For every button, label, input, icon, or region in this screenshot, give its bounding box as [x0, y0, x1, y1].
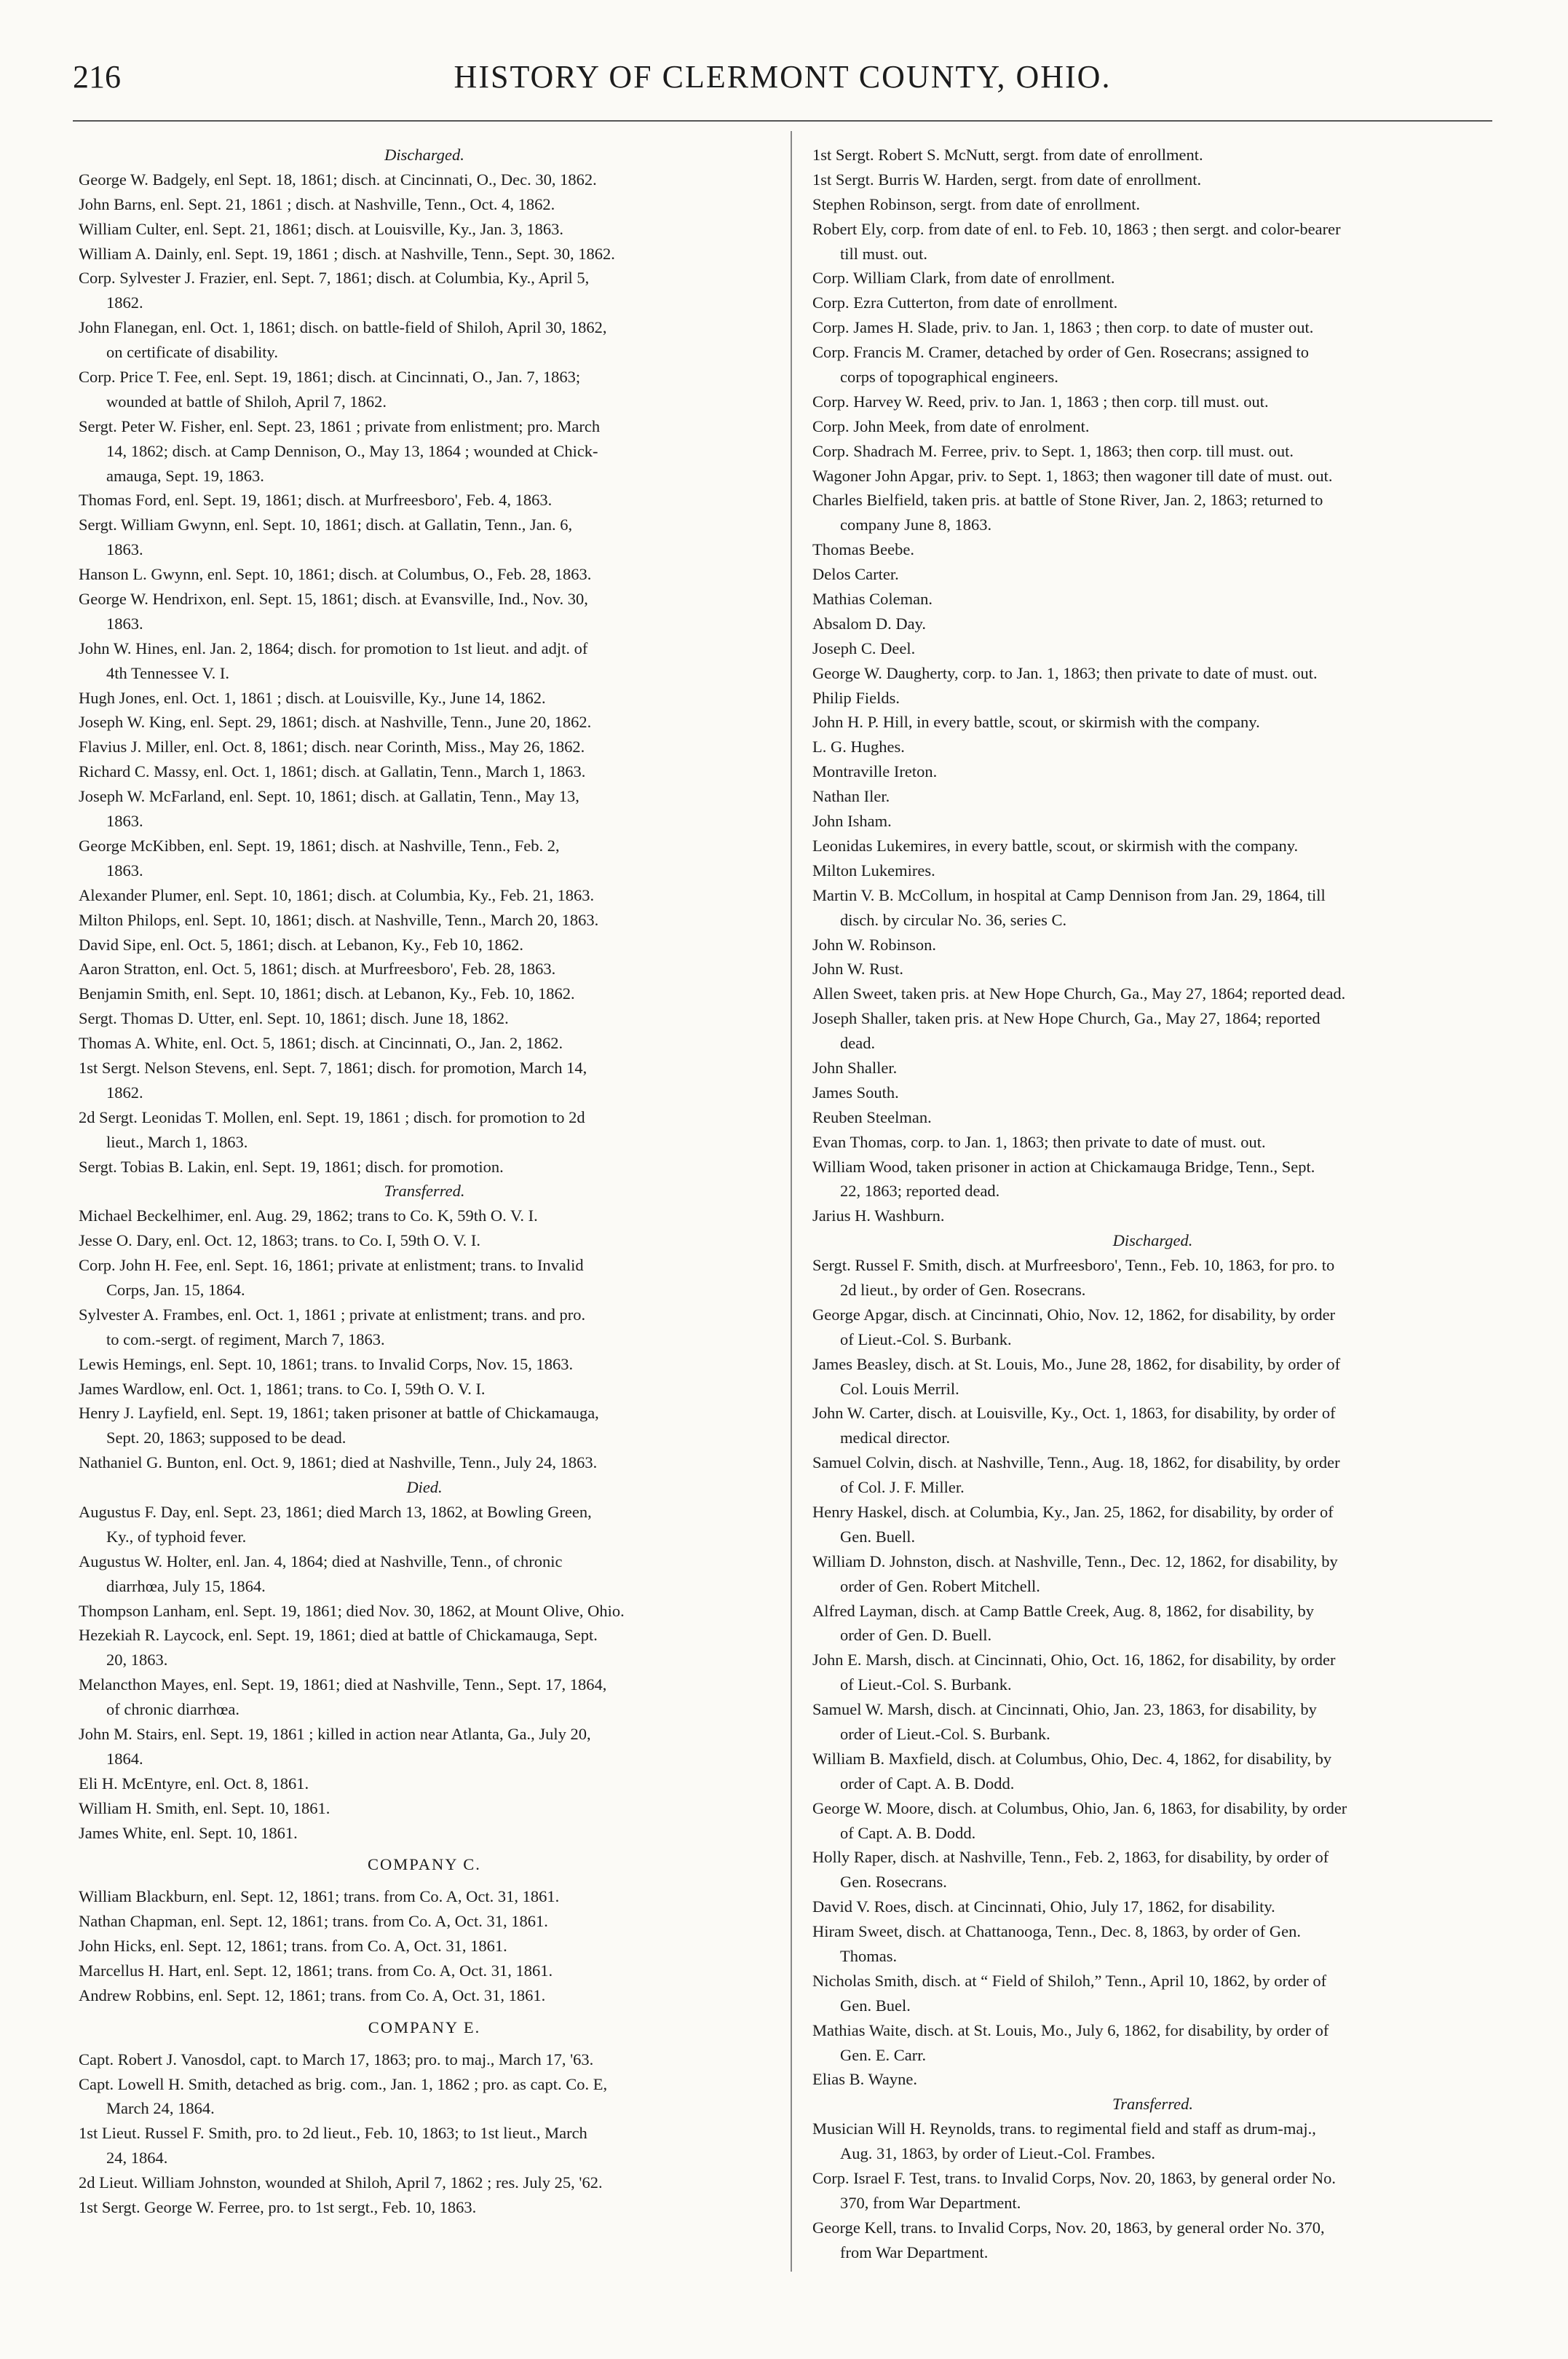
section-heading: Transferred.	[1112, 2095, 1194, 2114]
entry-continuation: 1864.	[106, 1749, 143, 1768]
roster-entry: William D. Johnston, disch. at Nashville, Tenn., Dec. 12, 1862, for disability, by	[812, 1552, 1338, 1570]
roster-entry: Benjamin Smith, enl. Sept. 10, 1861; disch. at Lebanon, Ky., Feb. 10, 1862.	[79, 984, 575, 1003]
roster-entry: Flavius J. Miller, enl. Oct. 8, 1861; disch. near Corinth, Miss., May 26, 1862.	[79, 738, 585, 756]
roster-entry: Martin V. B. McCollum, in hospital at Camp Dennison from Jan. 29, 1864, till	[812, 885, 1326, 904]
entry-continuation: 20, 1863.	[106, 1651, 168, 1670]
entry-continuation: corps of topographical engineers.	[840, 368, 1058, 387]
roster-entry: George McKibben, enl. Sept. 19, 1861; disch. at Nashville, Tenn., Feb. 2,	[79, 836, 560, 855]
entry-continuation: 370, from War Department.	[840, 2193, 1021, 2212]
entry-continuation: Gen. Buell.	[840, 1527, 916, 1546]
roster-entry: L. G. Hughes.	[812, 738, 905, 756]
entry-continuation: dead.	[840, 1034, 876, 1053]
roster-entry: Alexander Plumer, enl. Sept. 10, 1861; disch. at Columbia, Ky., Feb. 21, 1863.	[79, 885, 595, 904]
roster-entry: 2d Lieut. William Johnston, wounded at Shiloh, April 7, 1862 ; res. July 25, '62.	[79, 2173, 603, 2192]
roster-entry: Henry J. Layfield, enl. Sept. 19, 1861; taken prisoner at battle of Chickamauga,	[79, 1404, 599, 1423]
roster-entry: Joseph C. Deel.	[812, 639, 916, 657]
roster-entry: John H. P. Hill, in every battle, scout, or skirmish with the company.	[812, 713, 1260, 732]
column-divider	[791, 131, 792, 2272]
entry-continuation: Sept. 20, 1863; supposed to be dead.	[106, 1429, 347, 1447]
entry-continuation: Corps, Jan. 15, 1864.	[106, 1280, 245, 1299]
entry-continuation: 1863.	[106, 540, 143, 559]
roster-entry: Evan Thomas, corp. to Jan. 1, 1863; then private to date of must. out.	[812, 1132, 1266, 1151]
entry-continuation: 14, 1862; disch. at Camp Dennison, O., May 13, 1864 ; wounded at Chick-	[106, 441, 598, 460]
spacer	[79, 1877, 770, 1884]
roster-entry: William Wood, taken prisoner in action at Chickamauga Bridge, Tenn., Sept.	[812, 1157, 1315, 1176]
roster-entry: Reuben Steelman.	[812, 1107, 932, 1126]
roster-entry: Corp. Sylvester J. Frazier, enl. Sept. 7, 1861; disch. at Columbia, Ky., April 5,	[79, 269, 590, 288]
company-heading: COMPANY E.	[368, 2018, 481, 2036]
entry-continuation: order of Lieut.-Col. S. Burbank.	[840, 1725, 1050, 1743]
roster-entry: Nicholas Smith, disch. at “ Field of Shiloh,” Tenn., April 10, 1862, by order of	[812, 1971, 1327, 1990]
roster-entry: Leonidas Lukemires, in every battle, scout, or skirmish with the company.	[812, 836, 1299, 855]
spacer	[79, 2040, 770, 2047]
entry-continuation: 1862.	[106, 293, 143, 312]
company-heading: COMPANY C.	[368, 1855, 481, 1874]
entry-continuation: of Lieut.-Col. S. Burbank.	[840, 1675, 1012, 1694]
roster-entry: William H. Smith, enl. Sept. 10, 1861.	[79, 1798, 330, 1817]
entry-continuation: 1863.	[106, 861, 143, 880]
roster-entry: Corp. Francis M. Cramer, detached by order of Gen. Rosecrans; assigned to	[812, 343, 1310, 362]
roster-entry: Thompson Lanham, enl. Sept. 19, 1861; died Nov. 30, 1862, at Mount Olive, Ohio.	[79, 1601, 625, 1620]
roster-entry: Corp. Ezra Cutterton, from date of enrollment.	[812, 293, 1118, 312]
roster-entry: John Isham.	[812, 812, 892, 831]
entry-continuation: to com.-sergt. of regiment, March 7, 1863.	[106, 1329, 385, 1348]
roster-entry: Corp. Israel F. Test, trans. to Invalid Corps, Nov. 20, 1863, by general order No.	[812, 2169, 1337, 2188]
roster-entry: Mathias Waite, disch. at St. Louis, Mo., July 6, 1862, for disability, by order of	[812, 2020, 1329, 2039]
entry-continuation: order of Gen. Robert Mitchell.	[840, 1576, 1040, 1595]
roster-entry: Sylvester A. Frambes, enl. Oct. 1, 1861 ; private at enlistment; trans. and pro.	[79, 1305, 586, 1324]
roster-entry: George Kell, trans. to Invalid Corps, Nov. 20, 1863, by general order No. 370,	[812, 2218, 1325, 2237]
roster-entry: Absalom D. Day.	[812, 614, 927, 633]
roster-entry: Samuel W. Marsh, disch. at Cincinnati, Ohio, Jan. 23, 1863, for disability, by	[812, 1700, 1317, 1719]
roster-entry: John M. Stairs, enl. Sept. 19, 1861 ; killed in action near Atlanta, Ga., July 20,	[79, 1725, 591, 1743]
roster-entry: Corp. Price T. Fee, enl. Sept. 19, 1861; disch. at Cincinnati, O., Jan. 7, 1863;	[79, 368, 581, 387]
roster-entry: James Wardlow, enl. Oct. 1, 1861; trans. to Co. I, 59th O. V. I.	[79, 1379, 486, 1398]
roster-entry: Richard C. Massy, enl. Oct. 1, 1861; disch. at Gallatin, Tenn., March 1, 1863.	[79, 762, 586, 781]
roster-entry: Stephen Robinson, sergt. from date of enrollment.	[812, 194, 1141, 213]
entry-continuation: of Lieut.-Col. S. Burbank.	[840, 1329, 1012, 1348]
roster-entry: Joseph Shaller, taken pris. at New Hope Church, Ga., May 27, 1864; reported	[812, 1009, 1320, 1028]
entry-continuation: 24, 1864.	[106, 2149, 168, 2168]
roster-entry: Sergt. Russel F. Smith, disch. at Murfreesboro', Tenn., Feb. 10, 1863, for pro. to	[812, 1256, 1335, 1275]
roster-entry: William B. Maxfield, disch. at Columbus, Ohio, Dec. 4, 1862, for disability, by	[812, 1749, 1332, 1768]
roster-entry: Corp. Harvey W. Reed, priv. to Jan. 1, 1863 ; then corp. till must. out.	[812, 392, 1269, 411]
entry-continuation: on certificate of disability.	[106, 343, 278, 362]
roster-entry: James Beasley, disch. at St. Louis, Mo., June 28, 1862, for disability, by order of	[812, 1354, 1341, 1373]
roster-entry: George W. Badgely, enl Sept. 18, 1861; disch. at Cincinnati, O., Dec. 30, 1862.	[79, 170, 597, 189]
roster-entry: Nathan Chapman, enl. Sept. 12, 1861; trans. from Co. A, Oct. 31, 1861.	[79, 1912, 548, 1931]
roster-entry: Elias B. Wayne.	[812, 2070, 917, 2089]
roster-entry: John W. Robinson.	[812, 935, 937, 954]
entry-continuation: order of Gen. D. Buell.	[840, 1626, 992, 1645]
roster-entry: George Apgar, disch. at Cincinnati, Ohio, Nov. 12, 1862, for disability, by order	[812, 1305, 1336, 1324]
roster-entry: Musician Will H. Reynolds, trans. to regimental field and staff as drum-maj.,	[812, 2119, 1316, 2138]
roster-entry: 1st Lieut. Russel F. Smith, pro. to 2d lieut., Feb. 10, 1863; to 1st lieut., March	[79, 2124, 587, 2143]
section-heading: Died.	[406, 1478, 443, 1497]
entry-continuation: till must. out.	[840, 244, 928, 263]
right-column	[812, 143, 1493, 2265]
spacer	[79, 2008, 770, 2015]
roster-entry: Mathias Coleman.	[812, 590, 933, 609]
roster-entry: Thomas Ford, enl. Sept. 19, 1861; disch. at Murfreesboro', Feb. 4, 1863.	[79, 491, 553, 510]
roster-entry: Capt. Robert J. Vanosdol, capt. to March 17, 1863; pro. to maj., March 17, '63.	[79, 2050, 594, 2068]
entry-continuation: 1863.	[106, 812, 143, 831]
roster-entry: Hiram Sweet, disch. at Chattanooga, Tenn., Dec. 8, 1863, by order of Gen.	[812, 1922, 1301, 1941]
entry-continuation: Gen. Rosecrans.	[840, 1873, 947, 1892]
page-header	[73, 51, 1492, 109]
entry-continuation: amauga, Sept. 19, 1863.	[106, 466, 264, 485]
roster-entry: Corp. William Clark, from date of enrollment.	[812, 269, 1115, 288]
entry-continuation: 1863.	[106, 614, 143, 633]
entry-continuation: Ky., of typhoid fever.	[106, 1527, 247, 1546]
entry-continuation: medical director.	[840, 1429, 951, 1447]
entry-continuation: Gen. Buel.	[840, 1996, 911, 2015]
entry-continuation: diarrhœa, July 15, 1864.	[106, 1576, 266, 1595]
roster-entry: Sergt. William Gwynn, enl. Sept. 10, 1861; disch. at Gallatin, Tenn., Jan. 6,	[79, 515, 573, 534]
roster-entry: Holly Raper, disch. at Nashville, Tenn., Feb. 2, 1863, for disability, by order of	[812, 1848, 1329, 1867]
entry-continuation: 22, 1863; reported dead.	[840, 1182, 1000, 1201]
roster-entry: Allen Sweet, taken pris. at New Hope Church, Ga., May 27, 1864; reported dead.	[812, 984, 1346, 1003]
roster-entry: James South.	[812, 1083, 899, 1102]
roster-entry: Robert Ely, corp. from date of enl. to Feb. 10, 1863 ; then sergt. and color-bearer	[812, 219, 1341, 238]
roster-entry: Hezekiah R. Laycock, enl. Sept. 19, 1861; died at battle of Chickamauga, Sept.	[79, 1626, 598, 1645]
entry-continuation: Thomas.	[840, 1947, 898, 1966]
roster-entry: Corp. James H. Slade, priv. to Jan. 1, 1863 ; then corp. to date of muster out.	[812, 318, 1314, 337]
roster-entry: David V. Roes, disch. at Cincinnati, Ohio, July 17, 1862, for disability.	[812, 1897, 1275, 1916]
entry-continuation: Aug. 31, 1863, by order of Lieut.-Col. Frambes.	[840, 2144, 1156, 2163]
roster-entry: Samuel Colvin, disch. at Nashville, Tenn., Aug. 18, 1862, for disability, by order	[812, 1453, 1340, 1472]
roster-entry: Sergt. Peter W. Fisher, enl. Sept. 23, 1861 ; private from enlistment; pro. March	[79, 416, 601, 435]
entry-continuation: Col. Louis Merril.	[840, 1379, 959, 1398]
entry-continuation: March 24, 1864.	[106, 2099, 215, 2118]
roster-entry: Thomas Beebe.	[812, 540, 914, 559]
roster-entry: Corp. Shadrach M. Ferree, priv. to Sept. 1, 1863; then corp. till must. out.	[812, 441, 1294, 460]
running-title: HISTORY OF CLERMONT COUNTY, OHIO.	[454, 59, 1112, 95]
roster-entry: 1st Sergt. Burris W. Harden, sergt. from date of enrollment.	[812, 170, 1202, 189]
roster-entry: Joseph W. McFarland, enl. Sept. 10, 1861; disch. at Gallatin, Tenn., May 13,	[79, 787, 579, 806]
roster-entry: John Barns, enl. Sept. 21, 1861 ; disch. at Nashville, Tenn., Oct. 4, 1862.	[79, 194, 555, 213]
header-rule	[73, 120, 1492, 122]
roster-entry: Nathaniel G. Bunton, enl. Oct. 9, 1861; died at Nashville, Tenn., July 24, 1863.	[79, 1453, 598, 1472]
roster-entry: Michael Beckelhimer, enl. Aug. 29, 1862; trans to Co. K, 59th O. V. I.	[79, 1206, 538, 1225]
roster-entry: Hugh Jones, enl. Oct. 1, 1861 ; disch. at Louisville, Ky., June 14, 1862.	[79, 688, 546, 707]
roster-entry: Nathan Iler.	[812, 787, 890, 806]
roster-entry: Aaron Stratton, enl. Oct. 5, 1861; disch. at Murfreesboro', Feb. 28, 1863.	[79, 960, 556, 979]
entry-continuation: lieut., March 1, 1863.	[106, 1132, 248, 1151]
roster-entry: Milton Philops, enl. Sept. 10, 1861; disch. at Nashville, Tenn., March 20, 1863.	[79, 910, 599, 929]
roster-entry: Delos Carter.	[812, 565, 899, 584]
entry-continuation: disch. by circular No. 36, series C.	[840, 910, 1067, 929]
entry-continuation: 1862.	[106, 1083, 143, 1102]
roster-entry: 1st Sergt. George W. Ferree, pro. to 1st sergt., Feb. 10, 1863.	[79, 2198, 477, 2217]
roster-entry: William Culter, enl. Sept. 21, 1861; disch. at Louisville, Ky., Jan. 3, 1863.	[79, 219, 564, 238]
page-number: 216	[73, 59, 121, 95]
roster-entry: William A. Dainly, enl. Sept. 19, 1861 ; disch. at Nashville, Tenn., Sept. 30, 1862.	[79, 244, 615, 263]
roster-entry: Philip Fields.	[812, 688, 900, 707]
roster-entry: Augustus W. Holter, enl. Jan. 4, 1864; died at Nashville, Tenn., of chronic	[79, 1552, 563, 1570]
roster-entry: Hanson L. Gwynn, enl. Sept. 10, 1861; disch. at Columbus, O., Feb. 28, 1863.	[79, 565, 592, 584]
roster-entry: 1st Sergt. Robert S. McNutt, sergt. from date of enrollment.	[812, 146, 1203, 164]
left-column	[79, 143, 770, 2220]
roster-entry: John W. Rust.	[812, 960, 904, 979]
entry-continuation: company June 8, 1863.	[840, 515, 992, 534]
roster-entry: Sergt. Thomas D. Utter, enl. Sept. 10, 1861; disch. June 18, 1862.	[79, 1009, 509, 1028]
entry-continuation: of Capt. A. B. Dodd.	[840, 1823, 976, 1842]
section-heading: Transferred.	[384, 1182, 465, 1201]
section-heading: Discharged.	[1112, 1231, 1193, 1250]
roster-entry: Alfred Layman, disch. at Camp Battle Creek, Aug. 8, 1862, for disability, by	[812, 1601, 1315, 1620]
entry-continuation: order of Capt. A. B. Dodd.	[840, 1774, 1015, 1793]
roster-entry: John W. Carter, disch. at Louisville, Ky., Oct. 1, 1863, for disability, by order of	[812, 1404, 1336, 1423]
roster-entry: Thomas A. White, enl. Oct. 5, 1861; disch. at Cincinnati, O., Jan. 2, 1862.	[79, 1034, 563, 1053]
section-heading: Discharged.	[384, 146, 464, 164]
entry-continuation: 4th Tennessee V. I.	[106, 663, 230, 682]
roster-entry: John Hicks, enl. Sept. 12, 1861; trans. from Co. A, Oct. 31, 1861.	[79, 1937, 507, 1956]
roster-entry: John W. Hines, enl. Jan. 2, 1864; disch. for promotion to 1st lieut. and adjt. of	[79, 639, 588, 657]
roster-entry: Jesse O. Dary, enl. Oct. 12, 1863; trans. to Co. I, 59th O. V. I.	[79, 1231, 481, 1250]
roster-entry: Andrew Robbins, enl. Sept. 12, 1861; trans. from Co. A, Oct. 31, 1861.	[79, 1985, 546, 2004]
roster-entry: Henry Haskel, disch. at Columbia, Ky., Jan. 25, 1862, for disability, by order of	[812, 1502, 1334, 1521]
roster-entry: Corp. John H. Fee, enl. Sept. 16, 1861; private at enlistment; trans. to Invalid	[79, 1256, 584, 1275]
spacer	[79, 1845, 770, 1852]
roster-entry: Lewis Hemings, enl. Sept. 10, 1861; trans. to Invalid Corps, Nov. 15, 1863.	[79, 1354, 574, 1373]
roster-entry: Augustus F. Day, enl. Sept. 23, 1861; died March 13, 1862, at Bowling Green,	[79, 1502, 592, 1521]
roster-entry: David Sipe, enl. Oct. 5, 1861; disch. at Lebanon, Ky., Feb 10, 1862.	[79, 935, 523, 954]
roster-entry: Charles Bielfield, taken pris. at battle of Stone River, Jan. 2, 1863; returned to	[812, 491, 1323, 510]
roster-entry: Joseph W. King, enl. Sept. 29, 1861; disch. at Nashville, Tenn., June 20, 1862.	[79, 713, 592, 732]
entry-continuation: from War Department.	[840, 2243, 989, 2261]
roster-entry: 2d Sergt. Leonidas T. Mollen, enl. Sept. 19, 1861 ; disch. for promotion to 2d	[79, 1107, 585, 1126]
roster-entry: Melancthon Mayes, enl. Sept. 19, 1861; died at Nashville, Tenn., Sept. 17, 1864,	[79, 1675, 607, 1694]
roster-entry: 1st Sergt. Nelson Stevens, enl. Sept. 7, 1861; disch. for promotion, March 14,	[79, 1058, 587, 1077]
entry-continuation: Gen. E. Carr.	[840, 2045, 927, 2064]
entry-continuation: wounded at battle of Shiloh, April 7, 1862.	[106, 392, 387, 411]
roster-entry: John Flanegan, enl. Oct. 1, 1861; disch. on battle-field of Shiloh, April 30, 1862,	[79, 318, 607, 337]
roster-entry: George W. Daugherty, corp. to Jan. 1, 1863; then private to date of must. out.	[812, 663, 1318, 682]
roster-entry: Corp. John Meek, from date of enrolment.	[812, 416, 1090, 435]
roster-entry: Marcellus H. Hart, enl. Sept. 12, 1861; trans. from Co. A, Oct. 31, 1861.	[79, 1961, 553, 1980]
roster-entry: Jarius H. Washburn.	[812, 1206, 945, 1225]
roster-entry: John E. Marsh, disch. at Cincinnati, Ohio, Oct. 16, 1862, for disability, by order	[812, 1651, 1336, 1670]
roster-entry: John Shaller.	[812, 1058, 898, 1077]
entry-continuation: of Col. J. F. Miller.	[840, 1478, 965, 1497]
roster-entry: Milton Lukemires.	[812, 861, 935, 880]
roster-entry: Sergt. Tobias B. Lakin, enl. Sept. 19, 1861; disch. for promotion.	[79, 1157, 504, 1176]
entry-continuation: of chronic diarrhœa.	[106, 1700, 240, 1719]
entry-continuation: 2d lieut., by order of Gen. Rosecrans.	[840, 1280, 1086, 1299]
roster-entry: William Blackburn, enl. Sept. 12, 1861; trans. from Co. A, Oct. 31, 1861.	[79, 1887, 560, 1906]
roster-entry: George W. Hendrixon, enl. Sept. 15, 1861; disch. at Evansville, Ind., Nov. 30,	[79, 590, 588, 609]
roster-entry: Montraville Ireton.	[812, 762, 938, 781]
roster-entry: James White, enl. Sept. 10, 1861.	[79, 1823, 298, 1842]
roster-entry: Eli H. McEntyre, enl. Oct. 8, 1861.	[79, 1774, 309, 1793]
roster-entry: Capt. Lowell H. Smith, detached as brig. com., Jan. 1, 1862 ; pro. as capt. Co. E,	[79, 2074, 608, 2093]
roster-entry: George W. Moore, disch. at Columbus, Ohio, Jan. 6, 1863, for disability, by order	[812, 1798, 1347, 1817]
roster-entry: Wagoner John Apgar, priv. to Sept. 1, 1863; then wagoner till date of must. out.	[812, 466, 1333, 485]
